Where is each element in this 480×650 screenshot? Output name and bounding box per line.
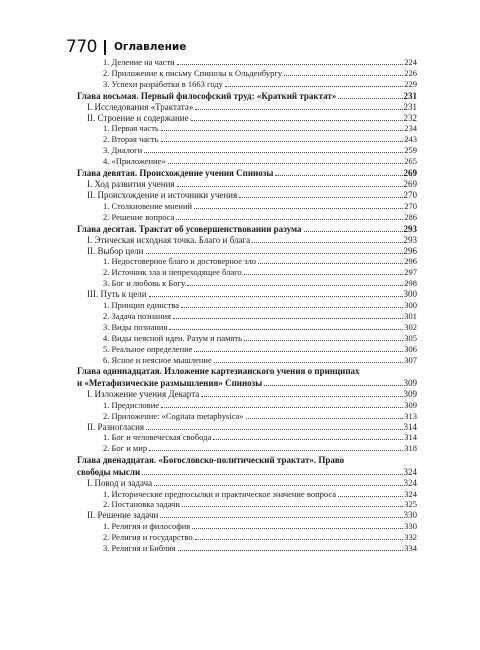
entry-title: 3. Религия и Библия [103,543,176,554]
section-entry [77,112,417,123]
entry-title: Глава восьмая. Первый философский труд: «Краткий трактат» [77,90,337,101]
entry-page-number: 234 [404,123,417,134]
entry-title: 2. Постановка задачи [103,499,180,510]
chapter-entry [77,377,417,388]
subsection-entry [77,310,417,321]
dot-leader [173,318,403,319]
entry-title: 2. Источник зла и непреходящее благо [103,267,242,278]
dot-leader [161,141,404,142]
entry-page-number: 309 [403,377,417,388]
entry-title: 1. Принцип единства [103,300,180,311]
entry-page-number: 324 [403,466,417,477]
dot-leader [144,152,403,153]
entry-page-number: 270 [403,189,417,200]
section-entry [77,388,417,399]
entry-page-number: 298 [404,278,417,289]
entry-page-number: 226 [404,67,417,78]
entry-title: 2. Приложение к письму Спинозы к Ольденбургу [103,67,283,78]
entry-page-number: 293 [403,234,417,245]
dot-leader [169,329,403,330]
entry-page-number: 300 [403,289,417,300]
entry-title: свободы мысли [77,466,141,477]
subsection-entry [77,488,417,499]
entry-title: 1. Предисловие [103,399,160,410]
dot-leader [239,197,402,198]
dot-leader [177,186,403,187]
entry-title: II. Разногласия [87,421,145,432]
dot-leader [178,550,404,551]
entry-page-number: 324 [404,488,417,499]
entry-title: 1. Исторические предпосылки и практическое значение вопроса [103,488,336,499]
entry-title: 1. Столкновение мнений [103,200,193,211]
dot-leader [246,418,404,419]
entry-title: 2. Бог и мир [103,443,148,454]
entry-page-number: 286 [404,211,417,222]
subsection-entry [77,123,417,134]
section-entry [77,509,417,520]
subsection-entry [77,432,417,443]
entry-page-number: 314 [404,432,417,443]
dot-leader [187,285,403,286]
subsection-entry [77,200,417,211]
entry-title: Глава десятая. Трактат об усовершенствовании разума [77,223,302,234]
entry-title: 1. Первая часть [103,123,159,134]
subsection-entry [77,321,417,332]
entry-title: 1. Деление на части [103,56,175,67]
dot-leader [191,120,403,121]
dot-leader [192,528,403,529]
entry-title: I. Этическая исходная точка. Благо и блага [87,234,251,245]
dot-leader [182,506,403,507]
dot-leader [252,242,402,243]
dot-leader [146,429,402,430]
entry-title: I. Изложение учения Декарта [87,388,200,399]
section-entry [77,421,417,432]
dot-leader [213,439,403,440]
entry-title: Глава девятая. Происхождение учения Спинозы [77,168,274,179]
entry-page-number: 332 [404,532,417,543]
dot-leader [161,130,403,131]
entry-page-number: 296 [403,245,417,256]
entry-title: 2. Задача познания [103,310,171,321]
entry-page-number: 301 [404,310,417,321]
entry-title: 2. Вторая часть [103,134,159,145]
subsection-entry [77,211,417,222]
chapter-heading-line: Глава двенадцатая. «Богословско-политический трактат». Право [77,454,345,465]
dot-leader [142,474,402,475]
subsection-entry [77,542,417,553]
chapter-entry [77,223,417,234]
subsection-entry [77,332,417,343]
entry-page-number: 270 [404,200,417,211]
chapter-entry [77,90,417,101]
entry-page-number: 269 [403,168,417,179]
entry-title: 3. Успехи разработки в 1663 году [103,78,223,89]
subsection-entry [77,299,417,310]
section-entry [77,234,417,245]
subsection-entry [77,520,417,531]
entry-title: 1. Недостоверное благо и достоверное зло [103,256,256,267]
entry-title: и «Метафизические размышления» Спинозы [77,377,263,388]
chapter-entry [77,466,417,477]
subsection-entry [77,277,417,288]
dot-leader [338,496,403,497]
entry-page-number: 296 [404,256,417,267]
subsection-entry [77,67,417,78]
dot-leader [258,263,403,264]
entry-page-number: 309 [403,388,417,399]
chapter-entry [77,167,417,178]
entry-page-number: 293 [403,223,417,234]
section-entry [77,189,417,200]
entry-title: 4. Виды неясной идеи. Разум и память [103,332,242,343]
page-header [66,37,186,57]
dot-leader [194,208,403,209]
dot-leader [195,539,404,540]
dot-leader [275,175,402,176]
entry-title: I. Повод и задача [87,477,153,488]
subsection-entry [77,442,417,453]
subsection-entry [77,266,417,277]
section-entry [77,477,417,488]
header-divider [104,40,106,55]
dot-leader [194,351,403,352]
entry-title: 1. Бог и человеческая свобода [103,432,212,443]
entry-page-number: 259 [404,145,417,156]
dot-leader [195,109,402,110]
subsection-entry [77,155,417,166]
entry-page-number: 269 [403,179,417,190]
entry-title: 6. Ясное и неясное мышление [103,354,212,365]
subsection-entry [77,56,417,67]
dot-leader [161,407,403,408]
entry-title: II. Выбор цели [87,245,144,256]
dot-leader [338,98,402,99]
chapter-heading-line: Глава одиннадцатая. Изложение картезианского учения о принципах [77,365,360,376]
page-number: 770 [66,37,97,57]
subsection-entry [77,78,417,89]
entry-title: III. Путь к цели [87,289,147,300]
entry-page-number: 318 [404,443,417,454]
entry-page-number: 314 [403,421,417,432]
entry-title: 3. Бог и любовь к Богу [103,278,186,289]
entry-page-number: 313 [404,410,417,421]
entry-page-number: 300 [404,300,417,311]
dot-leader [149,296,403,297]
entry-title: II. Строение и содержание [87,112,189,123]
entry-title: II. Решение задачи [87,510,159,521]
entry-title: 2. Решение вопроса [103,211,175,222]
dot-leader [244,274,404,275]
entry-title: 2. Религия и государство [103,532,193,543]
dot-leader [176,219,403,220]
entry-page-number: 229 [404,78,417,89]
dot-leader [201,396,402,397]
entry-page-number: 232 [403,112,417,123]
entry-page-number: 324 [403,477,417,488]
dot-leader [304,231,403,232]
dot-leader [214,362,404,363]
subsection-entry [77,354,417,365]
entry-page-number: 243 [404,134,417,145]
entry-page-number: 297 [404,267,417,278]
subsection-entry [77,256,417,267]
dot-leader [284,75,403,76]
entry-page-number: 325 [404,499,417,510]
dot-leader [225,86,403,87]
dot-leader [154,485,402,486]
subsection-entry [77,133,417,144]
entry-title: 3. Виды познания [103,321,168,332]
entry-page-number: 330 [403,510,417,521]
entry-title: 3. Диалоги [103,145,143,156]
entry-title: I. Ход развития учения [87,179,175,190]
subsection-entry [77,144,417,155]
entry-page-number: 306 [404,343,417,354]
entry-title: II. Происхождение и источники учения [87,189,238,200]
entry-title: 1. Религия и философия [103,521,191,532]
subsection-entry [77,410,417,421]
entry-title: 2. Приложение: «Cogitata metaphysica» [103,410,244,421]
table-of-contents [77,56,417,553]
entry-page-number: 307 [404,354,417,365]
dot-leader [244,340,403,341]
running-title: Оглавление [113,41,187,53]
entry-title: 4. «Приложение» [103,156,166,167]
entry-page-number: 334 [404,543,417,554]
subsection-entry [77,531,417,542]
subsection-entry [77,343,417,354]
dot-leader [168,163,404,164]
entry-page-number: 302 [404,321,417,332]
entry-page-number: 309 [404,399,417,410]
dot-leader [146,253,403,254]
dot-leader [160,517,402,518]
dot-leader [264,385,402,386]
entry-page-number: 231 [403,101,417,112]
subsection-entry [77,499,417,510]
dot-leader [149,450,403,451]
entry-title: I. Исследования «Трактата» [87,101,194,112]
entry-page-number: 231 [403,90,417,101]
dot-leader [181,307,403,308]
entry-page-number: 330 [404,521,417,532]
section-entry [77,288,417,299]
subsection-entry [77,399,417,410]
dot-leader [177,64,404,65]
entry-title: 5. Реальное определение [103,343,193,354]
section-entry [77,178,417,189]
entry-page-number: 265 [404,156,417,167]
section-entry [77,101,417,112]
section-entry [77,245,417,256]
entry-page-number: 305 [404,332,417,343]
entry-page-number: 224 [404,56,417,67]
